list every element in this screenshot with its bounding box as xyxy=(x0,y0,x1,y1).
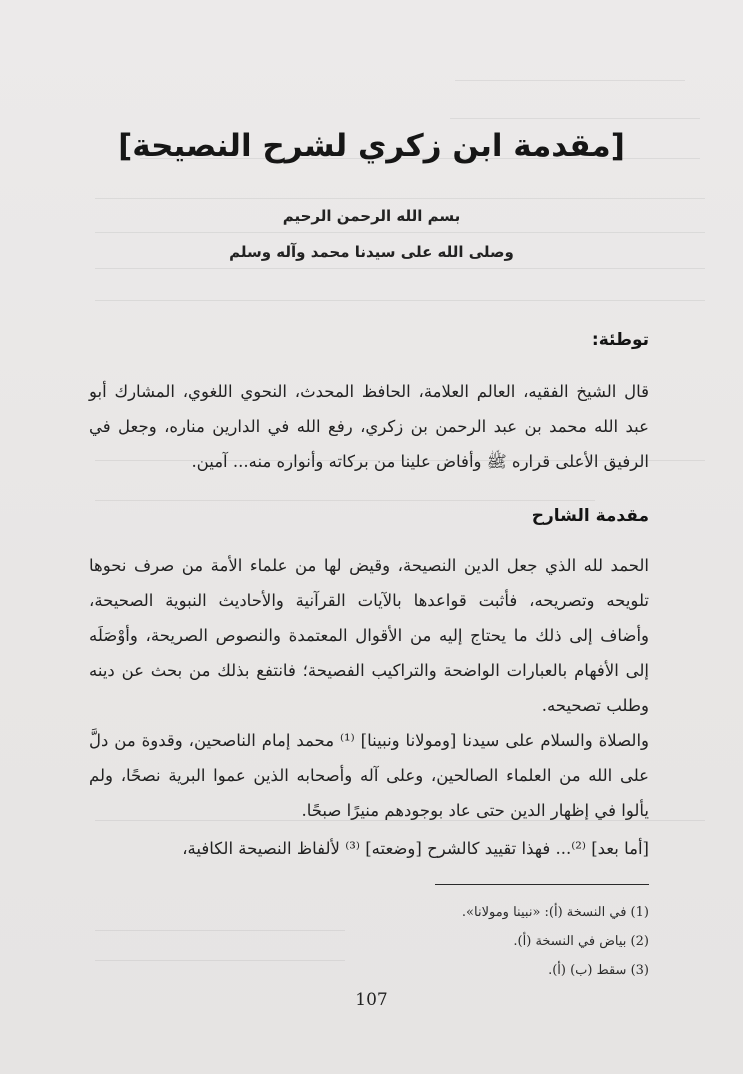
bleed-through-line xyxy=(95,232,705,233)
bleed-through-line xyxy=(95,268,705,269)
body-paragraph-1: الحمد لله الذي جعل الدين النصيحة، وقيض لها من علماء الأمة من صرف نحوها تلويحه وتصريحه، فأثبت قواعدها بالآيات القرآنية والأحاديث النبوية الصحيحة، وأضاف إلى ذلك ما يحتاج إليه من الأقوال المعتمدة والنصوص الصريحة، وأوْصَلَه إلى الأفهام بالعبارات الواضحة والتراكيب الفصيحة؛ فانتفع بذلك من بحث عن دينه وطلب تصحيحه. xyxy=(89,556,649,715)
section-heading-commentator: مقدمة الشارح xyxy=(531,506,649,526)
salawat-line: وصلى الله على سيدنا محمد وآله وسلم xyxy=(229,243,514,261)
bleed-through-line xyxy=(95,198,705,199)
bleed-through-line xyxy=(450,118,700,119)
body-paragraph-3: [أما بعد] ⁽²⁾... فهذا تقييد كالشرح [وضعته] ⁽³⁾ لألفاظ النصيحة الكافية، xyxy=(182,839,649,858)
basmala: بسم الله الرحمن الرحيم xyxy=(282,207,461,225)
bleed-through-line xyxy=(95,300,705,301)
body-paragraph-2: والصلاة والسلام على سيدنا [ومولانا ونبينا] ⁽¹⁾ محمد إمام الناصحين، وقدوة من دلَّ على الله من العلماء الصالحين، وعلى آله وأصحابه الذين عموا البرية نصحًا، ولم يألوا في إظهار الدين حتى عاد بوجودهم منيرًا صبحًا. xyxy=(89,731,649,820)
footnotes xyxy=(89,898,649,985)
footnote: (2) بياض في النسخة (أ). xyxy=(513,934,649,949)
section-heading-intro: توطئة: xyxy=(591,330,649,350)
bleed-through-line xyxy=(455,80,685,81)
footnote-separator xyxy=(435,884,649,885)
page-number: 107 xyxy=(355,990,388,1010)
footnote: (3) سقط (ب) (أ). xyxy=(548,963,649,978)
bleed-through-line xyxy=(95,500,595,501)
page-title: [مقدمة ابن زكري لشرح النصيحة] xyxy=(118,128,625,164)
intro-paragraph: قال الشيخ الفقيه، العالم العلامة، الحافظ المحدث، النحوي اللغوي، المشارك أبو عبد الله محمد بن عبد الرحمن بن زكري، رفع الله في الدارين مناره، وجعل في الرفيق الأعلى قراره ﷺ وأفاض علينا من بركاته وأنواره منه... آمين. xyxy=(89,382,649,471)
footnote: (1) في النسخة (أ): «نبينا ومولانا». xyxy=(461,905,649,920)
